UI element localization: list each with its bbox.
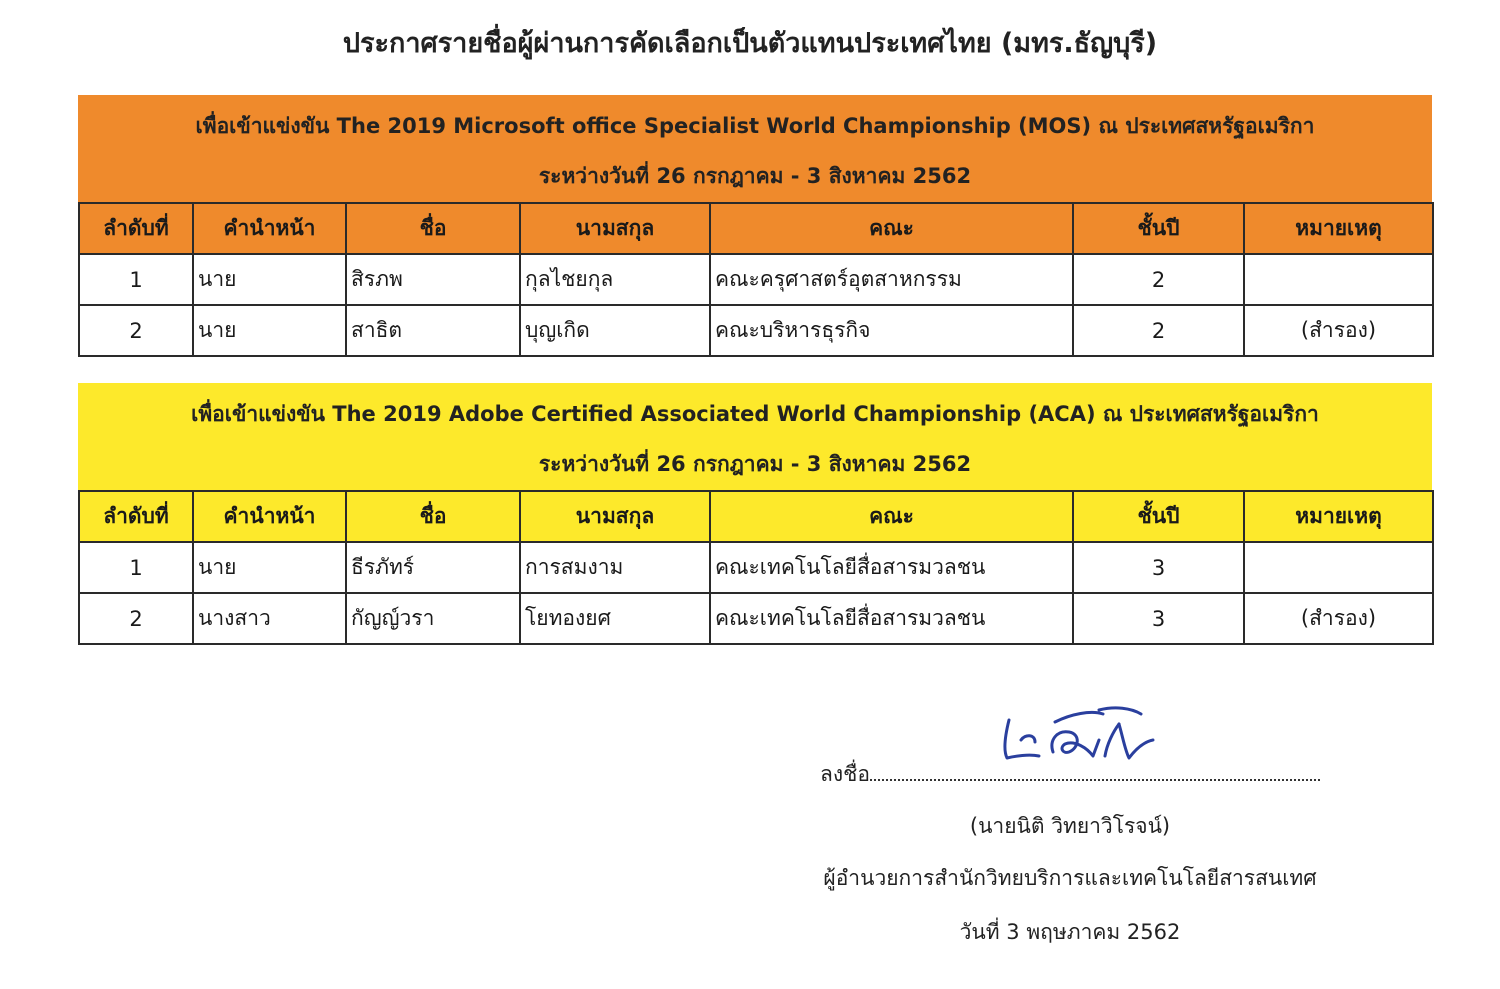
table-row — [79, 542, 1433, 593]
aca-table — [78, 490, 1434, 645]
header-no: ลำดับที่ — [79, 203, 193, 254]
cell-last-name: โยทองยศ — [520, 593, 710, 644]
cell-first-name: สิรภพ — [346, 254, 520, 305]
header-first-name: ชื่อ — [346, 491, 520, 542]
header-no: ลำดับที่ — [79, 491, 193, 542]
cell-note: (สำรอง) — [1244, 305, 1433, 356]
mos-dates: ระหว่างวันที่ 26 กรกฎาคม - 3 สิงหาคม 2562 — [538, 164, 972, 188]
header-year: ชั้นปี — [1073, 491, 1244, 542]
sign-date: วันที่ 3 พฤษภาคม 2562 — [959, 920, 1181, 944]
cell-no: 2 — [79, 593, 193, 644]
mos-banner — [78, 95, 1432, 202]
aca-heading: เพื่อเข้าแข่งขัน The 2019 Adobe Certified Associated World Championship (ACA) ณ ประเทศสหรัฐอเมริกา — [191, 402, 1319, 426]
cell-faculty: คณะเทคโนโลยีสื่อสารมวลชน — [710, 542, 1073, 593]
aca-banner — [78, 383, 1432, 490]
cell-no: 1 — [79, 542, 193, 593]
signer-position: ผู้อำนวยการสำนักวิทยบริการและเทคโนโลยีสารสนเทศ — [823, 866, 1317, 890]
cell-no: 1 — [79, 254, 193, 305]
cell-prefix: นาย — [193, 305, 346, 356]
table-header-row — [79, 203, 1433, 254]
cell-prefix: นางสาว — [193, 593, 346, 644]
header-note: หมายเหตุ — [1244, 491, 1433, 542]
cell-year: 2 — [1073, 305, 1244, 356]
aca-section — [78, 383, 1432, 645]
cell-faculty: คณะบริหารธุรกิจ — [710, 305, 1073, 356]
header-prefix: คำนำหน้า — [193, 203, 346, 254]
table-row — [79, 254, 1433, 305]
header-first-name: ชื่อ — [346, 203, 520, 254]
cell-prefix: นาย — [193, 254, 346, 305]
mos-section — [78, 95, 1432, 357]
aca-dates: ระหว่างวันที่ 26 กรกฎาคม - 3 สิงหาคม 2562 — [538, 452, 972, 476]
cell-year: 2 — [1073, 254, 1244, 305]
cell-note: (สำรอง) — [1244, 593, 1433, 644]
page-title: ประกาศรายชื่อผู้ผ่านการคัดเลือกเป็นตัวแทนประเทศไทย (มทร.ธัญบุรี) — [342, 28, 1158, 59]
cell-year: 3 — [1073, 593, 1244, 644]
header-faculty: คณะ — [710, 491, 1073, 542]
cell-last-name: กุลไชยกุล — [520, 254, 710, 305]
cell-faculty: คณะเทคโนโลยีสื่อสารมวลชน — [710, 593, 1073, 644]
mos-table — [78, 202, 1434, 357]
cell-last-name: บุญเกิด — [520, 305, 710, 356]
mos-heading: เพื่อเข้าแข่งขัน The 2019 Microsoft office Specialist World Championship (MOS) ณ ประเทศสหรัฐอเมริกา — [195, 114, 1315, 138]
header-note: หมายเหตุ — [1244, 203, 1433, 254]
cell-first-name: สาธิต — [346, 305, 520, 356]
table-row — [79, 305, 1433, 356]
cell-no: 2 — [79, 305, 193, 356]
cell-prefix: นาย — [193, 542, 346, 593]
cell-note — [1244, 542, 1433, 593]
table-header-row — [79, 491, 1433, 542]
cell-year: 3 — [1073, 542, 1244, 593]
cell-last-name: การสมงาม — [520, 542, 710, 593]
header-last-name: นามสกุล — [520, 491, 710, 542]
cell-note — [1244, 254, 1433, 305]
header-faculty: คณะ — [710, 203, 1073, 254]
sign-line — [820, 758, 1320, 791]
signer-name: (นายนิติ วิทยาวิโรจน์) — [969, 814, 1171, 838]
header-year: ชั้นปี — [1073, 203, 1244, 254]
table-row — [79, 593, 1433, 644]
cell-first-name: กัญญ์วรา — [346, 593, 520, 644]
signature-block — [800, 700, 1360, 970]
header-last-name: นามสกุล — [520, 203, 710, 254]
sign-label: ลงชื่อ — [820, 762, 870, 786]
cell-faculty: คณะครุศาสตร์อุตสาหกรรม — [710, 254, 1073, 305]
header-prefix: คำนำหน้า — [193, 491, 346, 542]
cell-first-name: ธีรภัทร์ — [346, 542, 520, 593]
sign-dotted-line — [870, 763, 1320, 781]
